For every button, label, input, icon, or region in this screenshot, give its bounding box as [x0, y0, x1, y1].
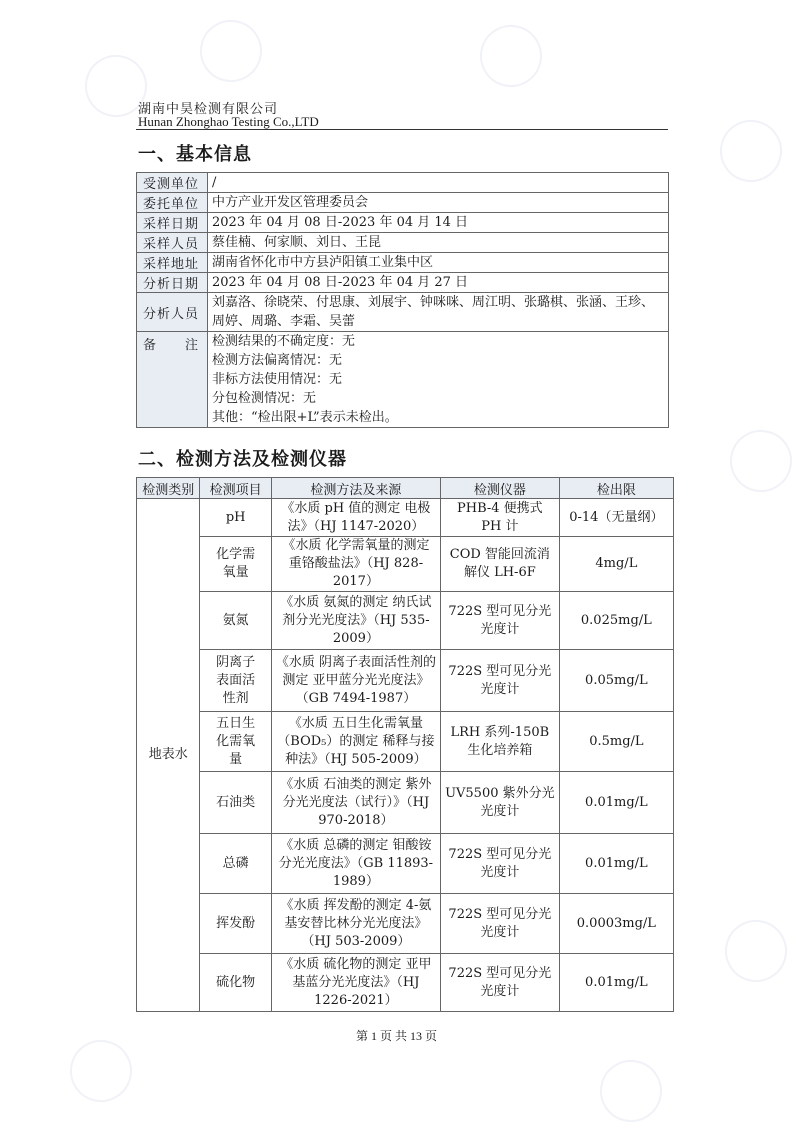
info-row: [137, 273, 669, 293]
limit-cell: 0.01mg/L: [559, 772, 673, 834]
section-basic-info-title: 一、基本信息: [138, 144, 252, 165]
info-value: 刘嘉洛、徐晓荣、付思康、刘展宇、钟咪咪、周江明、张璐棋、张涵、王珍、周婷、周璐、李霜、吴蕾: [208, 293, 669, 332]
item-cell: 化学需氧量: [200, 537, 271, 592]
table-row: [137, 712, 674, 772]
item-cell: 五日生化需氧量: [200, 712, 271, 772]
info-value: 中方产业开发区管理委员会: [208, 193, 669, 213]
watermark-seal: [714, 909, 793, 994]
item-cell: 氨氮: [200, 592, 271, 650]
info-label: 采样日期: [137, 213, 208, 233]
remark-row: [137, 332, 669, 428]
info-row: [137, 213, 669, 233]
limit-cell: 0.5mg/L: [559, 712, 673, 772]
table-row: [137, 537, 674, 592]
info-value: /: [208, 173, 669, 193]
method-cell: 《水质 挥发酚的测定 4-氨基安替比林分光光度法》（HJ 503-2009）: [271, 894, 440, 954]
table-row: [137, 650, 674, 712]
watermark-seal: [189, 9, 274, 94]
methods-table: [136, 477, 674, 1012]
remark-line: 分包检测情况：无: [212, 391, 317, 406]
item-cell: 总磷: [200, 834, 271, 894]
table-row: [137, 834, 674, 894]
table-row: [137, 772, 674, 834]
instrument-cell: COD 智能回流消解仪 LH-6F: [440, 537, 559, 592]
method-cell: 《水质 五日生化需氧量（BOD₅）的测定 稀释与接种法》（HJ 505-2009）: [271, 712, 440, 772]
limit-cell: 0.01mg/L: [559, 954, 673, 1012]
method-cell: 《水质 阴离子表面活性剂的测定 亚甲蓝分光光度法》（GB 7494-1987）: [271, 650, 440, 712]
column-header: 检测项目: [200, 478, 271, 499]
instrument-cell: PHB-4 便携式 PH 计: [440, 499, 559, 537]
section-methods-title: 二、检测方法及检测仪器: [138, 449, 347, 470]
method-cell: 《水质 氨氮的测定 纳氏试剂分光光度法》（HJ 535-2009）: [271, 592, 440, 650]
limit-cell: 0-14（无量纲）: [559, 499, 673, 537]
company-name-cn: 湖南中昊检测有限公司: [138, 102, 279, 117]
table-row: [137, 499, 674, 537]
info-value: 2023 年 04 月 08 日-2023 年 04 月 14 日: [208, 213, 669, 233]
instrument-cell: 722S 型可见分光光度计: [440, 954, 559, 1012]
table-header-row: [137, 478, 674, 499]
info-value: 湖南省怀化市中方县泸阳镇工业集中区: [208, 253, 669, 273]
column-header: 检测类别: [137, 478, 200, 499]
info-label: 委托单位: [137, 193, 208, 213]
info-row: [137, 173, 669, 193]
method-cell: 《水质 pH 值的测定 电极法》（HJ 1147-2020）: [271, 499, 440, 537]
info-label: 采样人员: [137, 233, 208, 253]
limit-cell: 0.0003mg/L: [559, 894, 673, 954]
item-cell: 阴离子表面活性剂: [200, 650, 271, 712]
info-label: 受测单位: [137, 173, 208, 193]
limit-cell: 0.01mg/L: [559, 834, 673, 894]
info-label: 分析人员: [137, 293, 208, 332]
instrument-cell: 722S 型可见分光光度计: [440, 592, 559, 650]
item-cell: 挥发酚: [200, 894, 271, 954]
info-label: 采样地址: [137, 253, 208, 273]
remark-label: 备 注: [137, 332, 208, 428]
column-header: 检测仪器: [440, 478, 559, 499]
remark-line: 其他：“检出限+L”表示未检出。: [212, 410, 398, 425]
info-row: [137, 193, 669, 213]
table-row: [137, 592, 674, 650]
info-value: 2023 年 04 月 08 日-2023 年 04 月 27 日: [208, 273, 669, 293]
item-cell: pH: [200, 499, 271, 537]
method-cell: 《水质 化学需氧量的测定 重铬酸盐法》（HJ 828-2017）: [271, 537, 440, 592]
item-cell: 石油类: [200, 772, 271, 834]
watermark-seal: [719, 419, 793, 504]
remark-line: 检测方法偏离情况：无: [212, 353, 343, 368]
remark-line: 检测结果的不确定度：无: [212, 334, 356, 349]
method-cell: 《水质 总磷的测定 钼酸铵分光光度法》（GB 11893-1989）: [271, 834, 440, 894]
info-row: [137, 253, 669, 273]
limit-cell: 0.025mg/L: [559, 592, 673, 650]
instrument-cell: 722S 型可见分光光度计: [440, 894, 559, 954]
instrument-cell: 722S 型可见分光光度计: [440, 650, 559, 712]
column-header: 检测方法及来源: [271, 478, 440, 499]
method-cell: 《水质 石油类的测定 紫外分光光度法（试行）》（HJ 970-2018）: [271, 772, 440, 834]
watermark-seal: [469, 14, 554, 99]
limit-cell: 4mg/L: [559, 537, 673, 592]
category-cell: 地表水: [137, 499, 200, 1012]
info-value: 蔡佳楠、何家顺、刘日、王昆: [208, 233, 669, 253]
remark-value: [208, 332, 669, 428]
table-row: [137, 954, 674, 1012]
instrument-cell: LRH 系列-150B 生化培养箱: [440, 712, 559, 772]
watermark-seal: [589, 1049, 674, 1133]
table-row: [137, 894, 674, 954]
instrument-cell: 722S 型可见分光光度计: [440, 834, 559, 894]
header-divider: [136, 129, 668, 130]
remark-line: 非标方法使用情况：无: [212, 372, 343, 387]
info-label: 分析日期: [137, 273, 208, 293]
page-number: 第 1 页 共 13 页: [355, 1029, 437, 1043]
info-row: [137, 293, 669, 332]
item-cell: 硫化物: [200, 954, 271, 1012]
limit-cell: 0.05mg/L: [559, 650, 673, 712]
instrument-cell: UV5500 紫外分光光度计: [440, 772, 559, 834]
info-row: [137, 233, 669, 253]
basic-info-table: [136, 172, 669, 428]
watermark-seal: [709, 109, 793, 194]
method-cell: 《水质 硫化物的测定 亚甲基蓝分光光度法》（HJ 1226-2021）: [271, 954, 440, 1012]
company-name-en: Hunan Zhonghao Testing Co.,LTD: [138, 114, 319, 129]
column-header: 检出限: [559, 478, 673, 499]
